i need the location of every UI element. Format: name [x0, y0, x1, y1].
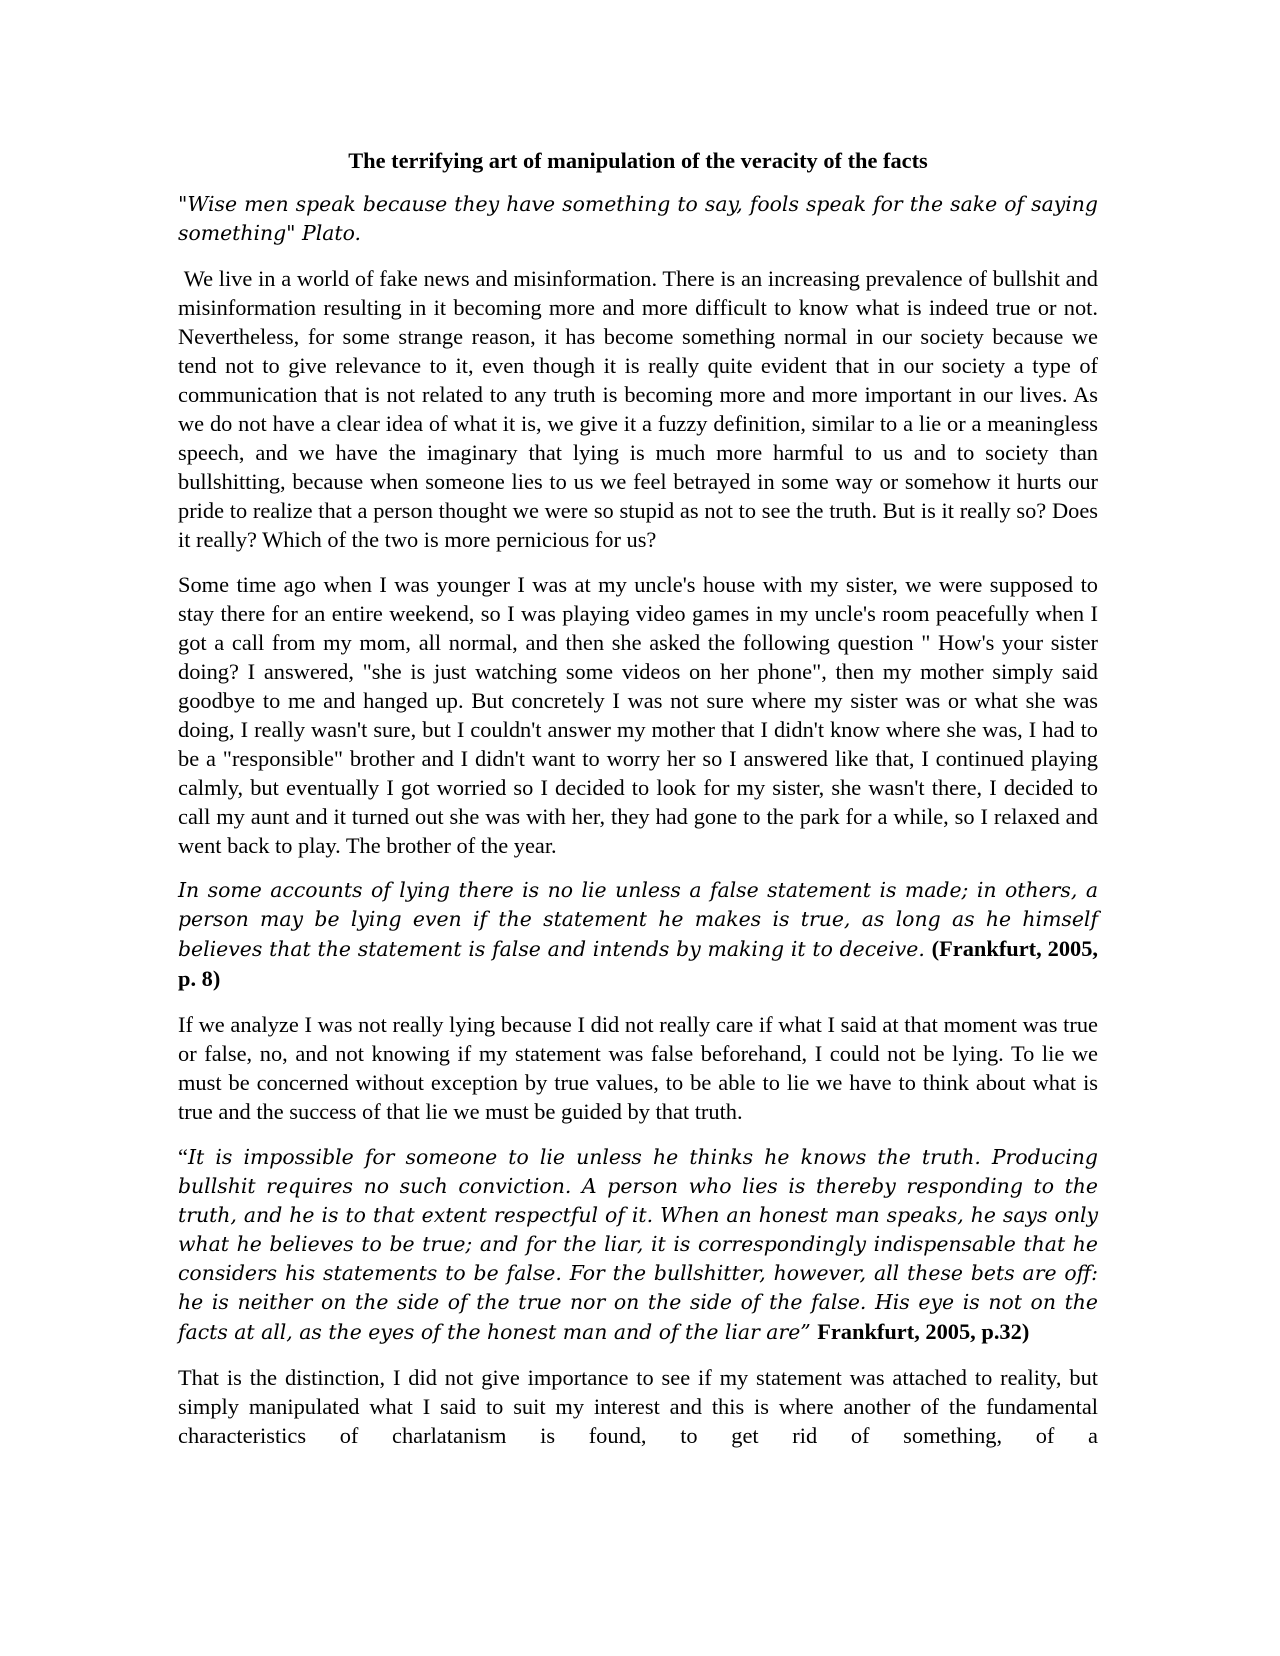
- epigraph-quote: "Wise men speak because they have something to say, fools speak for the sake of saying something" Plato.: [178, 192, 1098, 245]
- open-quote-mark: “: [178, 1144, 188, 1169]
- quote-text: It is impossible for someone to lie unless he thinks he knows the truth. Producing bullshit requires no such conviction. A person who lies is thereby responding to the truth, and he is to that extent respectful of it. When an honest man speaks, he says only what he believes to be true; and for the liar, it is correspondingly indispensable that he considers his statements to be false. For the bullshitter, however, all these bets are off: he is neither on the side of the true nor on the side of the false. His eye is not on the facts at all, as the eyes of the honest man and of the liar are”: [178, 1145, 1098, 1344]
- document-title: The terrifying art of manipulation of the veracity of the facts: [348, 148, 928, 173]
- quote-text: In some accounts of lying there is no lie unless a false statement is made; in others, a person may be lying even if the statement he makes is true, as long as he himself believes that the statement is false and intends by making it to deceive.: [178, 878, 1098, 961]
- block-quote-bullshit: [178, 1142, 1098, 1347]
- block-quote-lying: [178, 876, 1098, 994]
- quote-citation: Frankfurt, 2005, p.32): [817, 1319, 1030, 1344]
- quote-citation: (Frankfurt, 2005, p. 8): [178, 936, 1099, 991]
- paragraph-distinction: That is the distinction, I did not give importance to see if my statement was attached to reality, but simply manipulated what I said to suit my interest and this is where another of the fundamental characteristics of charlatanism is found, to get rid of something, of a: [178, 1365, 1098, 1448]
- paragraph-anecdote: Some time ago when I was younger I was at my uncle's house with my sister, we were supposed to stay there for an entire weekend, so I was playing video games in my uncle's room peacefully when I got a call from my mom, all normal, and then she asked the following question " How's your sister doing? I answered, "she is just watching some videos on her phone", then my mother simply said goodbye to me and hanged up. But concretely I was not sure where my sister was or what she was doing, I really wasn't sure, but I couldn't answer my mother that I didn't know where she was, I had to be a "responsible" brother and I didn't want to worry her so I answered like that, I continued playing calmly, but eventually I got worried so I decided to look for my sister, she wasn't there, I decided to call my aunt and it turned out she was with her, they had gone to the park for a while, so I relaxed and went back to play. The brother of the year.: [178, 572, 1098, 858]
- paragraph-analysis: If we analyze I was not really lying because I did not really care if what I said at that moment was true or false, no, and not knowing if my statement was false beforehand, I could not be lying. To lie we must be concerned without exception by true values, to be able to lie we have to think about what is true and the success of that lie we must be guided by that truth.: [178, 1012, 1098, 1124]
- paragraph-intro: We live in a world of fake news and misinformation. There is an increasing prevalence of bullshit and misinformation resulting in it becoming more and more difficult to know what is indeed true or not. Nevertheless, for some strange reason, it has become something normal in our society because we tend not to give relevance to it, even though it is really quite evident that in our society a type of communication that is not related to any truth is becoming more and more important in our lives. As we do not have a clear idea of what it is, we give it a fuzzy definition, similar to a lie or a meaningless speech, and we have the imaginary that lying is much more harmful to us and to society than bullshitting, because when someone lies to us we feel betrayed in some way or somehow it hurts our pride to realize that a person thought we were so stupid as not to see the truth. But is it really so? Does it really? Which of the two is more pernicious for us?: [178, 266, 1104, 552]
- document-page: [178, 146, 1104, 1466]
